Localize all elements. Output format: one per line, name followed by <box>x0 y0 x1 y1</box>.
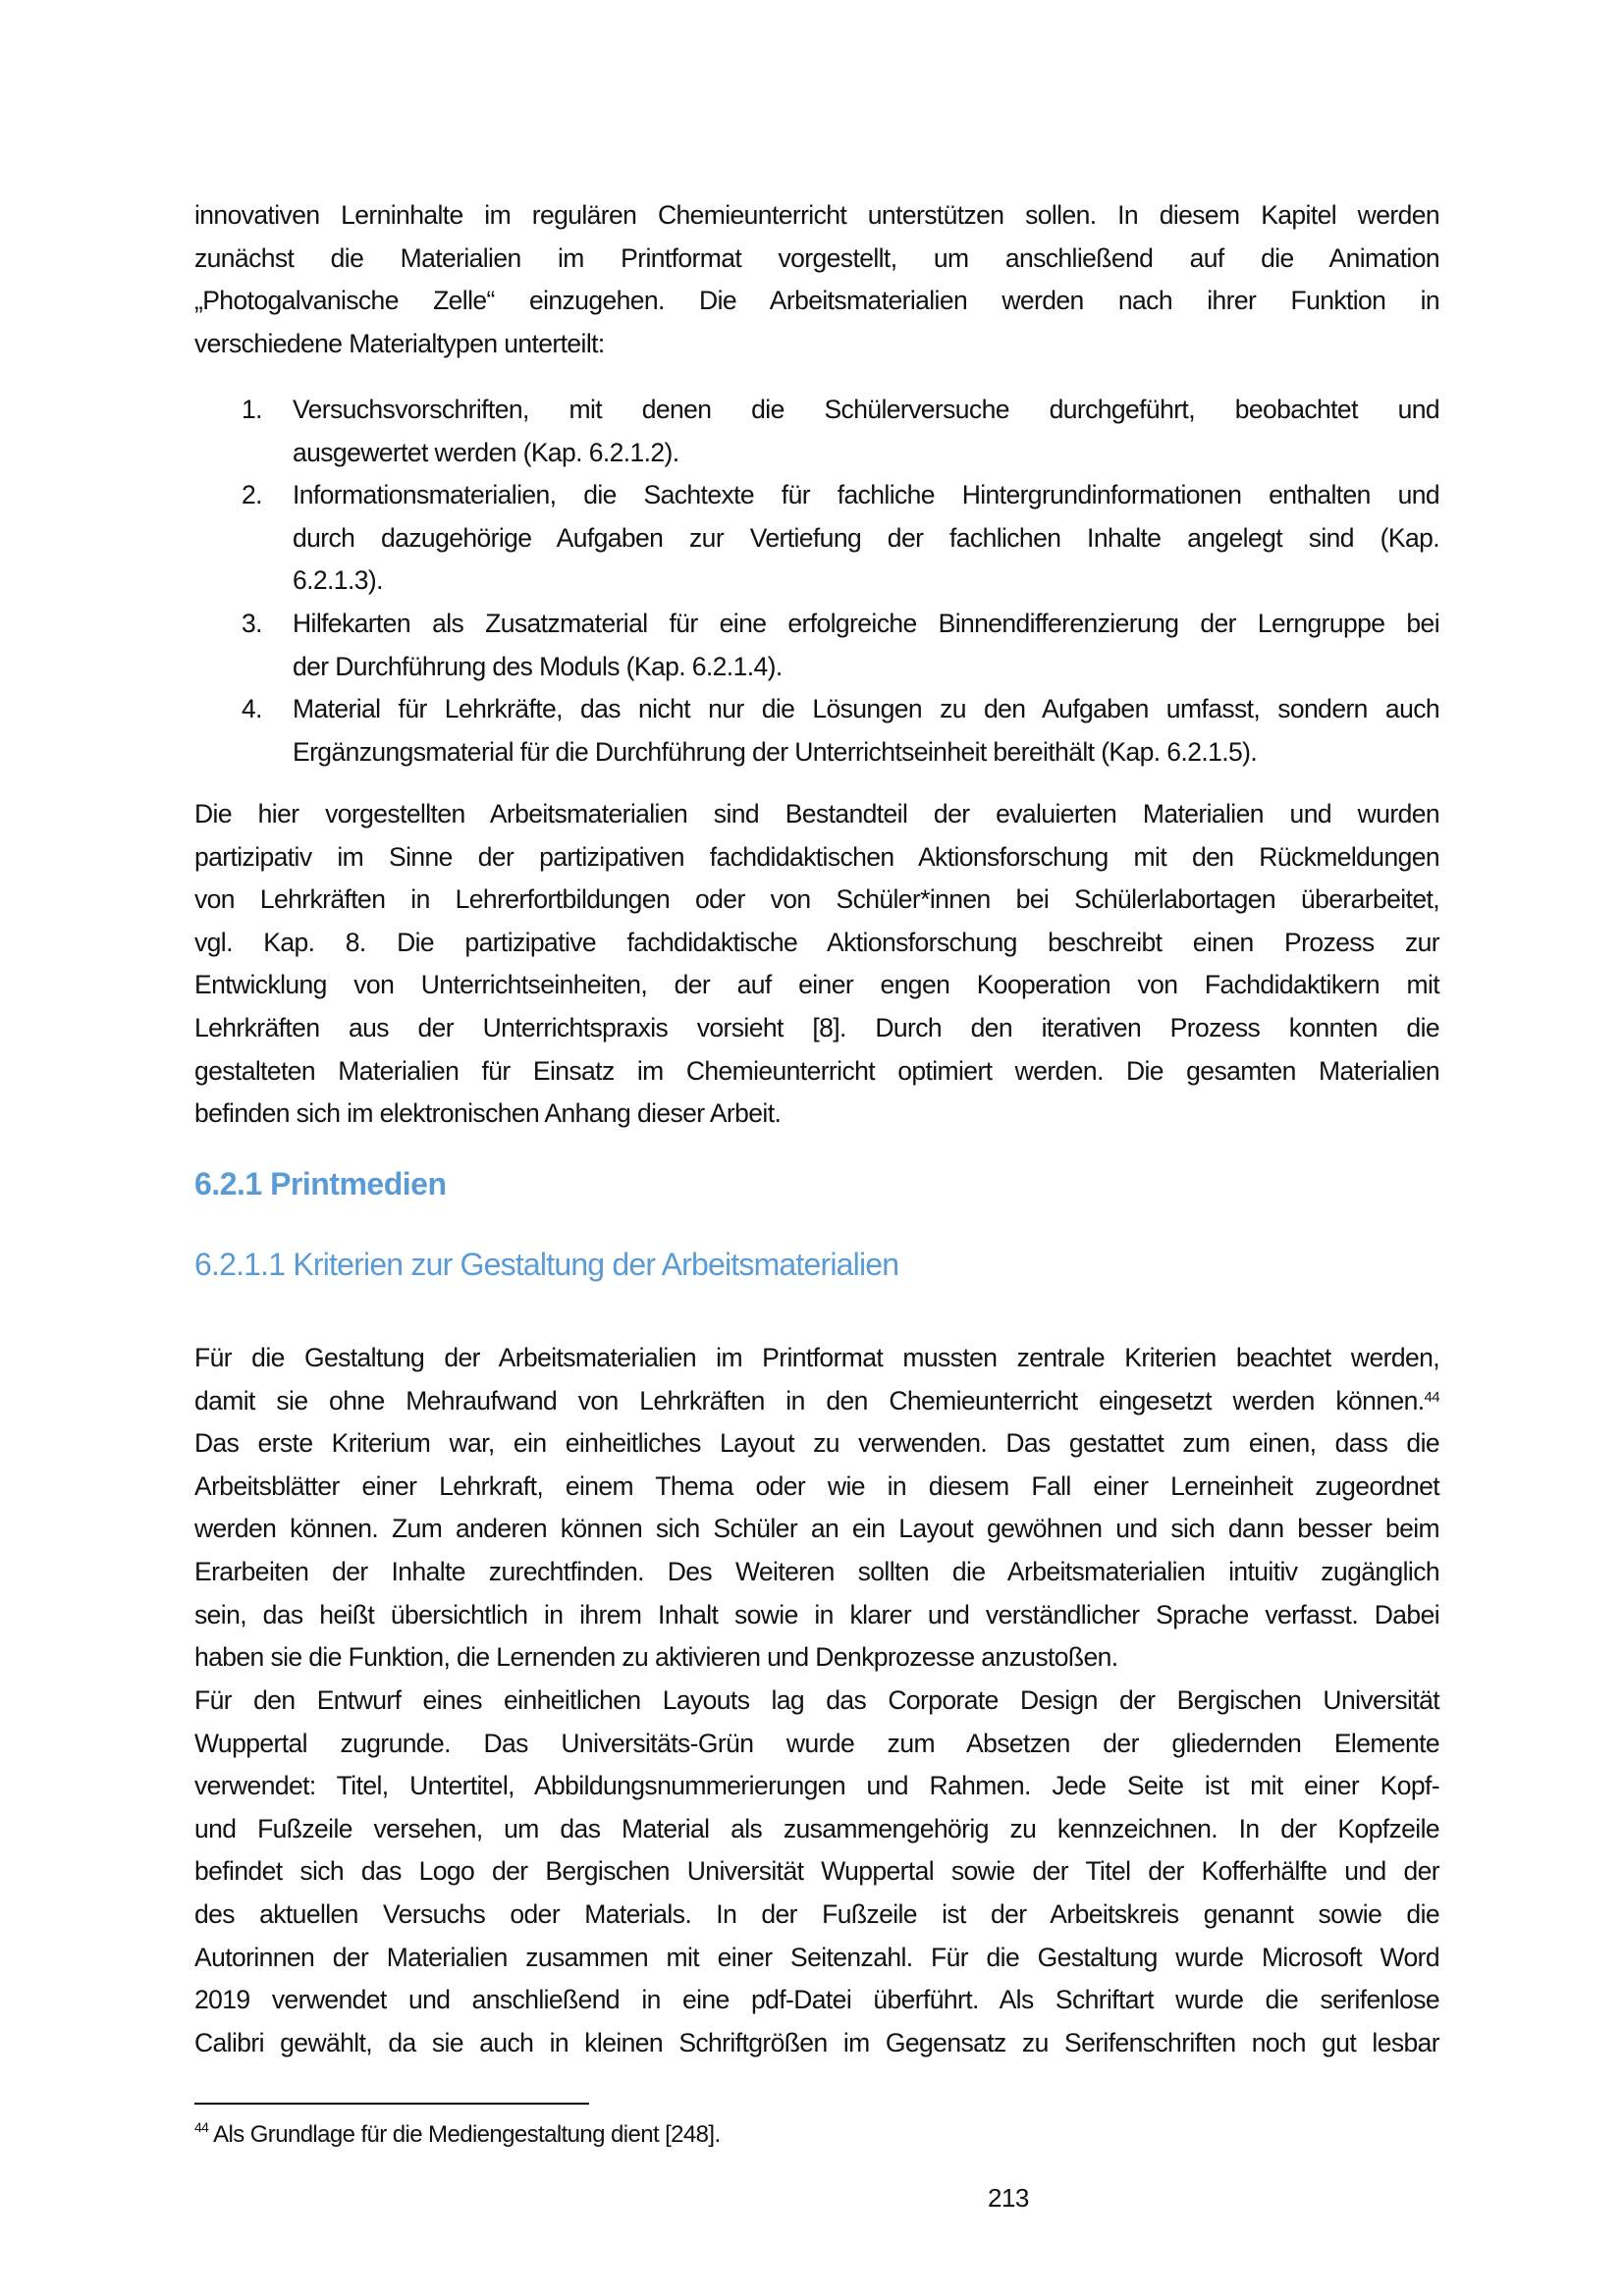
text-line: Material für Lehrkräfte, das nicht nur die Lösungen zu den Aufgaben umfasst, sondern auch <box>293 694 1439 724</box>
list-item <box>194 389 1439 474</box>
text-line <box>194 1380 1439 1423</box>
text-line: sein, das heißt übersichtlich in ihrem Inhalt sowie in klarer und verständlicher Sprache verfasst. Dabei <box>194 1599 1439 1629</box>
text-line: Das erste Kriterium war, ein einheitliches Layout zu verwenden. Das gestattet zum einen, dass die <box>194 1428 1439 1459</box>
text-line: werden können. Zum anderen können sich Schüler an ein Layout gewöhnen und sich dann besser beim <box>194 1514 1439 1544</box>
text-line: zunächst die Materialien im Printformat vorgestellt, um anschließend auf die Animation <box>194 242 1439 273</box>
text-line: von Lehrkräften in Lehrerfortbildungen oder von Schüler*innen bei Schülerlabortagen überarbeitet, <box>194 884 1439 915</box>
list-number: 3. <box>242 608 262 638</box>
text-line: Informationsmaterialien, die Sachtexte für fachliche Hintergrundinformationen enthalten und <box>293 480 1439 510</box>
list-number: 4. <box>242 694 262 724</box>
list-number: 1. <box>242 395 262 424</box>
footnote <box>194 2121 721 2149</box>
text-line: Calibri gewählt, da sie auch in kleinen Schriftgrößen im Gegensatz zu Serifenschriften noch gut lesbar <box>194 2027 1439 2057</box>
text-line: Wuppertal zugrunde. Das Universitäts-Grün wurde zum Absetzen der gliedernden Elemente <box>194 1728 1439 1758</box>
footnote-reference[interactable]: 44 <box>1424 1388 1439 1406</box>
text-line: befinden sich im elektronischen Anhang dieser Arbeit. <box>194 1098 782 1129</box>
text-line: vgl. Kap. 8. Die partizipative fachdidaktische Aktionsforschung beschreibt einen Prozess zur <box>194 927 1439 957</box>
text-line: verwendet: Titel, Untertitel, Abbildungsnummerierungen und Rahmen. Jede Seite ist mit einer Kopf- <box>194 1771 1439 1801</box>
text-line: durch dazugehörige Aufgaben zur Vertiefung der fachlichen Inhalte angelegt sind (Kap. <box>293 522 1439 553</box>
list-item <box>194 603 1439 688</box>
text-line: 2019 verwendet und anschließend in eine pdf-Datei überführt. Als Schriftart wurde die serifenlose <box>194 1985 1439 2015</box>
text-fragment: damit sie ohne Mehraufwand von Lehrkräften in den Chemieunterricht eingesetzt werden können. <box>194 1385 1425 1415</box>
text-line: des aktuellen Versuchs oder Materials. In der Fußzeile ist der Arbeitskreis genannt sowie die <box>194 1898 1439 1929</box>
text-line: verschiedene Materialtypen unterteilt: <box>194 328 605 358</box>
text-line: haben sie die Funktion, die Lernenden zu aktivieren und Denkprozesse anzustoßen. <box>194 1642 1118 1673</box>
section-heading: 6.2.1 Printmedien <box>194 1166 447 1201</box>
text-line: Hilfekarten als Zusatzmaterial für eine erfolgreiche Binnendifferenzierung der Lerngruppe bei <box>293 608 1439 638</box>
criteria-paragraph <box>194 1337 1439 1680</box>
footnote-text: Als Grundlage für die Mediengestaltung dient [248]. <box>213 2121 721 2148</box>
page-number: 213 <box>988 2183 1029 2213</box>
material-types-list <box>194 389 1439 774</box>
text-line: Ergänzungsmaterial für die Durchführung der Unterrichtseinheit bereithält (Kap. 6.2.1.5). <box>293 736 1258 767</box>
text-line: Erarbeiten der Inhalte zurechtfinden. Des Weiteren sollten die Arbeitsmaterialien intuitiv zugänglich <box>194 1556 1439 1586</box>
text-line: befindet sich das Logo der Bergischen Universität Wuppertal sowie der Titel der Kofferhälfte und der <box>194 1856 1439 1887</box>
text-line: 6.2.1.3). <box>293 565 383 596</box>
text-line: Versuchsvorschriften, mit denen die Schülerversuche durchgeführt, beobachtet und <box>293 395 1439 424</box>
footnote-divider <box>194 2103 589 2105</box>
text-line: der Durchführung des Moduls (Kap. 6.2.1.4). <box>293 651 783 681</box>
text-line: und Fußzeile versehen, um das Material als zusammengehörig zu kennzeichnen. In der Kopfzeile <box>194 1813 1439 1843</box>
footnote-number: 44 <box>194 2119 209 2135</box>
text-line: Für den Entwurf eines einheitlichen Layouts lag das Corporate Design der Bergischen Universität <box>194 1685 1439 1715</box>
participation-paragraph <box>194 793 1439 1136</box>
text-line: Autorinnen der Materialien zusammen mit einer Seitenzahl. Für die Gestaltung wurde Microsoft Word <box>194 1942 1439 1972</box>
text-line: partizipativ im Sinne der partizipativen fachdidaktischen Aktionsforschung mit den Rückmeldungen <box>194 841 1439 872</box>
text-line: Lehrkräften aus der Unterrichtspraxis vorsieht [8]. Durch den iterativen Prozess konnten die <box>194 1012 1439 1042</box>
intro-paragraph <box>194 194 1439 365</box>
list-item <box>194 474 1439 603</box>
text-line: „Photogalvanische Zelle“ einzugehen. Die Arbeitsmaterialien werden nach ihrer Funktion in <box>194 286 1439 316</box>
text-line: Für die Gestaltung der Arbeitsmaterialien im Printformat mussten zentrale Kriterien beachtet werden, <box>194 1343 1439 1372</box>
text-line: ausgewertet werden (Kap. 6.2.1.2). <box>293 437 679 467</box>
text-line: Die hier vorgestellten Arbeitsmaterialien sind Bestandteil der evaluierten Materialien und wurden <box>194 799 1439 828</box>
subsection-heading: 6.2.1.1 Kriterien zur Gestaltung der Arbeitsmaterialien <box>194 1247 899 1282</box>
text-line: innovativen Lerninhalte im regulären Chemieunterricht unterstützen sollen. In diesem Kapitel werden <box>194 200 1439 230</box>
layout-paragraph <box>194 1680 1439 2064</box>
text-line: Arbeitsblätter einer Lehrkraft, einem Thema oder wie in diesem Fall einer Lerneinheit zugeordnet <box>194 1470 1439 1501</box>
list-item <box>194 688 1439 774</box>
text-line: Entwicklung von Unterrichtseinheiten, der auf einer engen Kooperation von Fachdidaktikern mit <box>194 970 1439 1000</box>
list-number: 2. <box>242 480 262 510</box>
text-line: gestalteten Materialien für Einsatz im Chemieunterricht optimiert werden. Die gesamten Materialien <box>194 1055 1439 1086</box>
